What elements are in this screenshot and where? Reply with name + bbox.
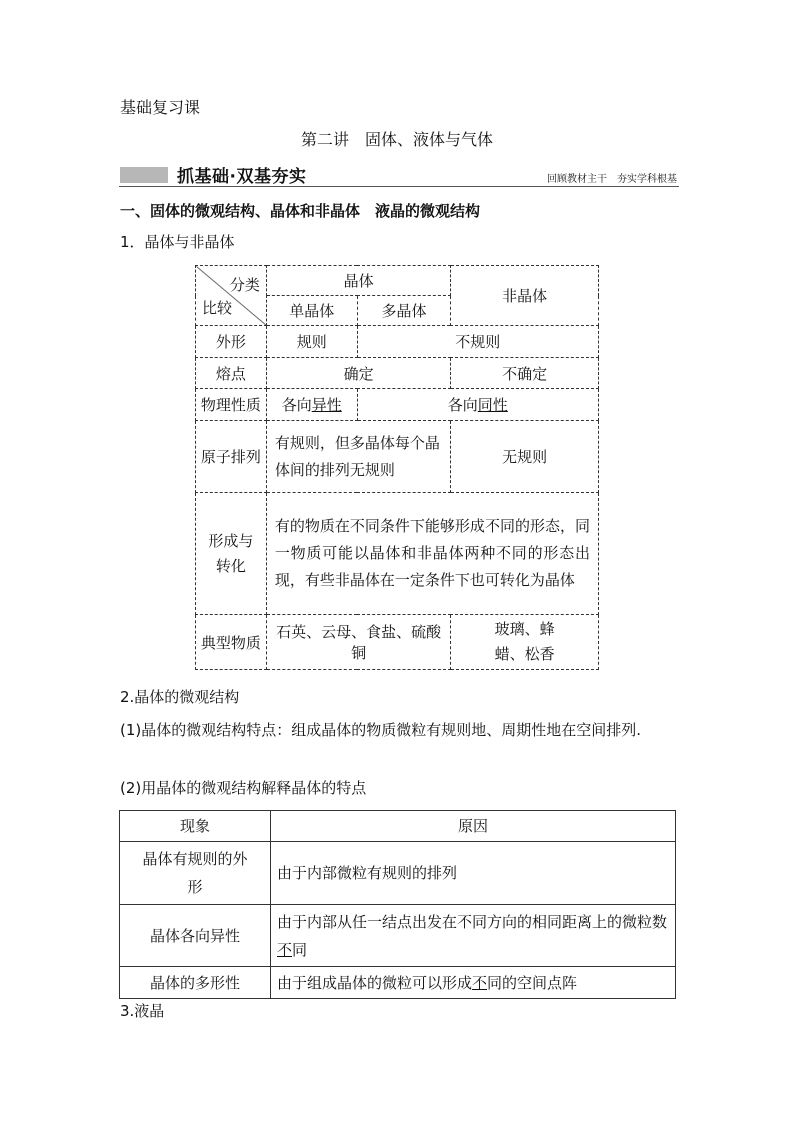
label-line: 转化	[215, 556, 246, 575]
text-part: 同的空间点阵	[487, 973, 578, 992]
text-part: 由于组成晶体的微粒可以形成	[277, 973, 473, 992]
cell-value	[357, 389, 598, 421]
paragraph-explain: (2)用晶体的微观结构解释晶体的特点	[120, 779, 367, 797]
row-label	[196, 493, 267, 615]
phenomenon-cell: 晶体各向异性	[120, 905, 271, 967]
crystal-comparison-table	[195, 265, 599, 670]
corner-compare: 比较	[202, 299, 233, 317]
course-label: 基础复习课	[120, 98, 201, 117]
header-phenomenon: 现象	[120, 811, 271, 842]
table-row	[196, 389, 599, 421]
table-row	[196, 615, 599, 670]
row-label: 外形	[196, 326, 267, 358]
table-row	[120, 905, 676, 967]
lecture-title: 第二讲 固体、液体与气体	[300, 130, 493, 149]
row-label: 原子排列	[196, 421, 267, 493]
table-row	[196, 421, 599, 493]
phenomenon-cell: 晶体的多形性	[120, 967, 271, 999]
reason-cell	[271, 967, 676, 999]
header-reason: 原因	[271, 811, 676, 842]
subheading-liquid-crystal: 3.液晶	[120, 1002, 165, 1020]
cell-line: 晶体有规则的外	[142, 850, 248, 868]
cell-line: 玻璃、蜂	[494, 620, 555, 638]
banner-block	[120, 167, 168, 183]
underlined-text: 不	[472, 973, 488, 992]
table-row	[196, 326, 599, 358]
header-noncrystal: 非晶体	[451, 266, 599, 326]
cell-value: 石英、云母、食盐、硫酸铜	[266, 615, 451, 670]
section-heading: 一、固体的微观结构、晶体和非晶体 液晶的微观结构	[120, 202, 481, 220]
cell-value	[266, 389, 357, 421]
text-part: 各向	[281, 396, 312, 414]
text-part: 同	[292, 940, 308, 959]
subheading-microstructure: 2.晶体的微观结构	[120, 688, 240, 706]
paragraph-microstructure: (1)晶体的微观结构特点：组成晶体的物质微粒有规则地、周期性地在空间排列.	[120, 721, 642, 739]
text-part: 各向	[447, 396, 478, 414]
row-label: 熔点	[196, 358, 267, 389]
cell-value: 有的物质在不同条件下能够形成不同的形态，同一物质可能以晶体和非晶体两种不同的形态出现，有些非晶体在一定条件下也可转化为晶体	[266, 493, 598, 615]
header-crystal: 晶体	[266, 266, 451, 296]
cell-value: 确定	[266, 358, 451, 389]
underlined-text: 异性	[311, 396, 342, 414]
banner-title: 抓基础·双基夯实	[177, 167, 307, 187]
cell-value: 无规则	[451, 421, 599, 493]
underlined-text: 同性	[477, 396, 508, 414]
underlined-text: 不	[277, 940, 293, 959]
cell-value: 不确定	[451, 358, 599, 389]
banner-subtitle: 回顾教材主干 夯实学科根基	[547, 174, 677, 185]
phenomenon-cell	[120, 842, 271, 905]
reason-cell	[271, 905, 676, 967]
table-row	[120, 967, 676, 999]
text-part: 由于内部从任一结点出发在不同方向的相同距离上的微粒数	[277, 912, 668, 931]
row-label: 物理性质	[196, 389, 267, 421]
cell-line: 蜡、松香	[494, 645, 555, 663]
reason-cell: 由于内部微粒有规则的排列	[271, 842, 676, 905]
cell-value: 不规则	[357, 326, 598, 358]
table-row	[120, 842, 676, 905]
section-banner	[119, 164, 679, 187]
row-label: 典型物质	[196, 615, 267, 670]
phenomenon-table	[119, 810, 676, 999]
header-single-crystal: 单晶体	[266, 296, 357, 326]
subheading-crystal-vs-amorphous: 1．晶体与非晶体	[120, 233, 235, 251]
table-row	[196, 493, 599, 615]
cell-value: 规则	[266, 326, 357, 358]
cell-value: 有规则，但多晶体每个晶体间的排列无规则	[266, 421, 451, 493]
cell-line: 形	[187, 878, 203, 896]
corner-category: 分类	[229, 276, 260, 294]
label-line: 形成与	[208, 531, 254, 550]
table-corner-cell	[196, 266, 267, 326]
table-row	[196, 358, 599, 389]
header-polycrystal: 多晶体	[357, 296, 451, 326]
cell-value	[451, 615, 599, 670]
